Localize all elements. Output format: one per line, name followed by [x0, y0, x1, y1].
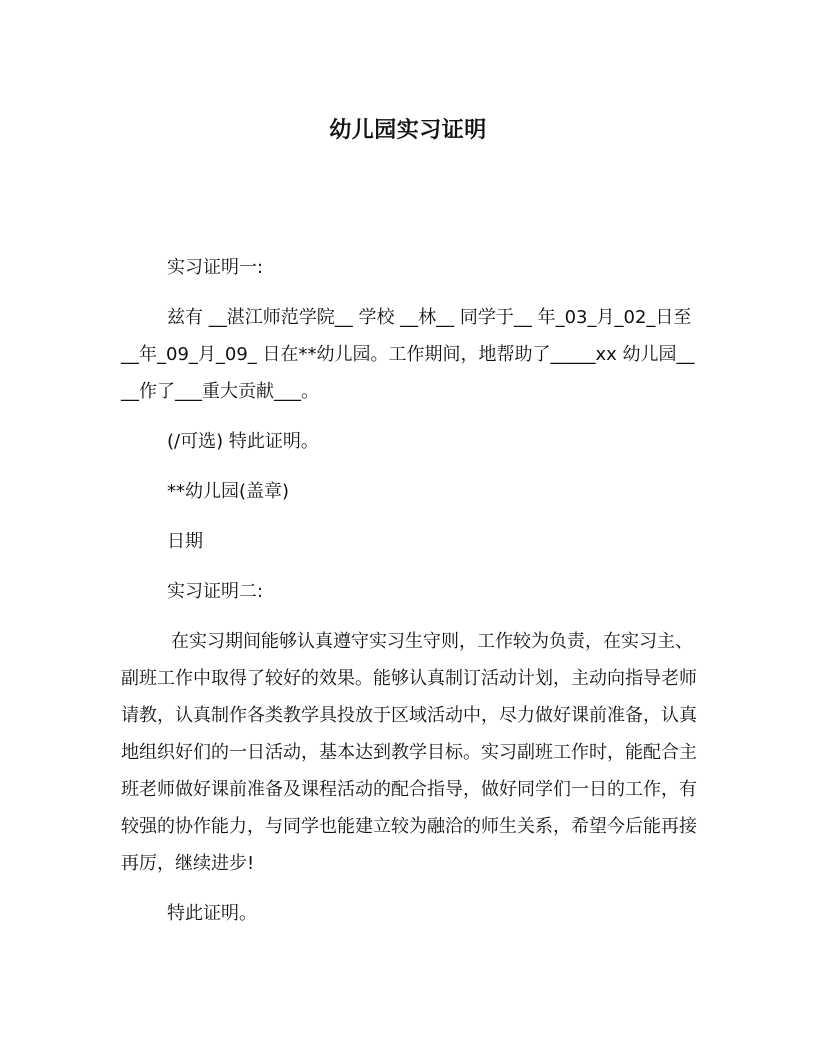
paragraph-date: 日期 [167, 531, 203, 552]
paragraph-optional-statement: (/可选) 特此证明。 [167, 431, 319, 452]
paragraph-certificate-2: 在实习期间能够认真遵守实习生守则，工作较为负责，在实习主、副班工作中取得了较好的效果。能够认真制订活动计划，主动向指导老师请教，认真制作各类教学具投放于区域活动中，尽力做好课前准备，认真地组织好们的一日活动，基本达到教学目标。实习副班工作时，能配合主班老师做好课前准备及课程活动的配合指导，做好同学们一日的工作，有较强的协作能力，与同学也能建立较为融洽的师生关系，希望今后能再接再厉，继续进步! [121, 631, 697, 874]
paragraph-closing: 特此证明。 [167, 903, 257, 924]
paragraph-certificate-1: 兹有 __湛江师范学院__ 学校 __林__ 同学于__ 年_03_月_02_日至__年_09_月_09_ 日在**幼儿园。工作期间，地帮助了_____xx 幼儿园____作了___重大贡献___。 [121, 307, 695, 402]
document-title: 幼儿园实习证明 [329, 118, 487, 143]
paragraph-seal: **幼儿园(盖章) [167, 481, 290, 502]
section-heading-2: 实习证明二: [167, 581, 264, 602]
section-heading-1: 实习证明一: [167, 257, 264, 278]
document-body [121, 249, 699, 945]
